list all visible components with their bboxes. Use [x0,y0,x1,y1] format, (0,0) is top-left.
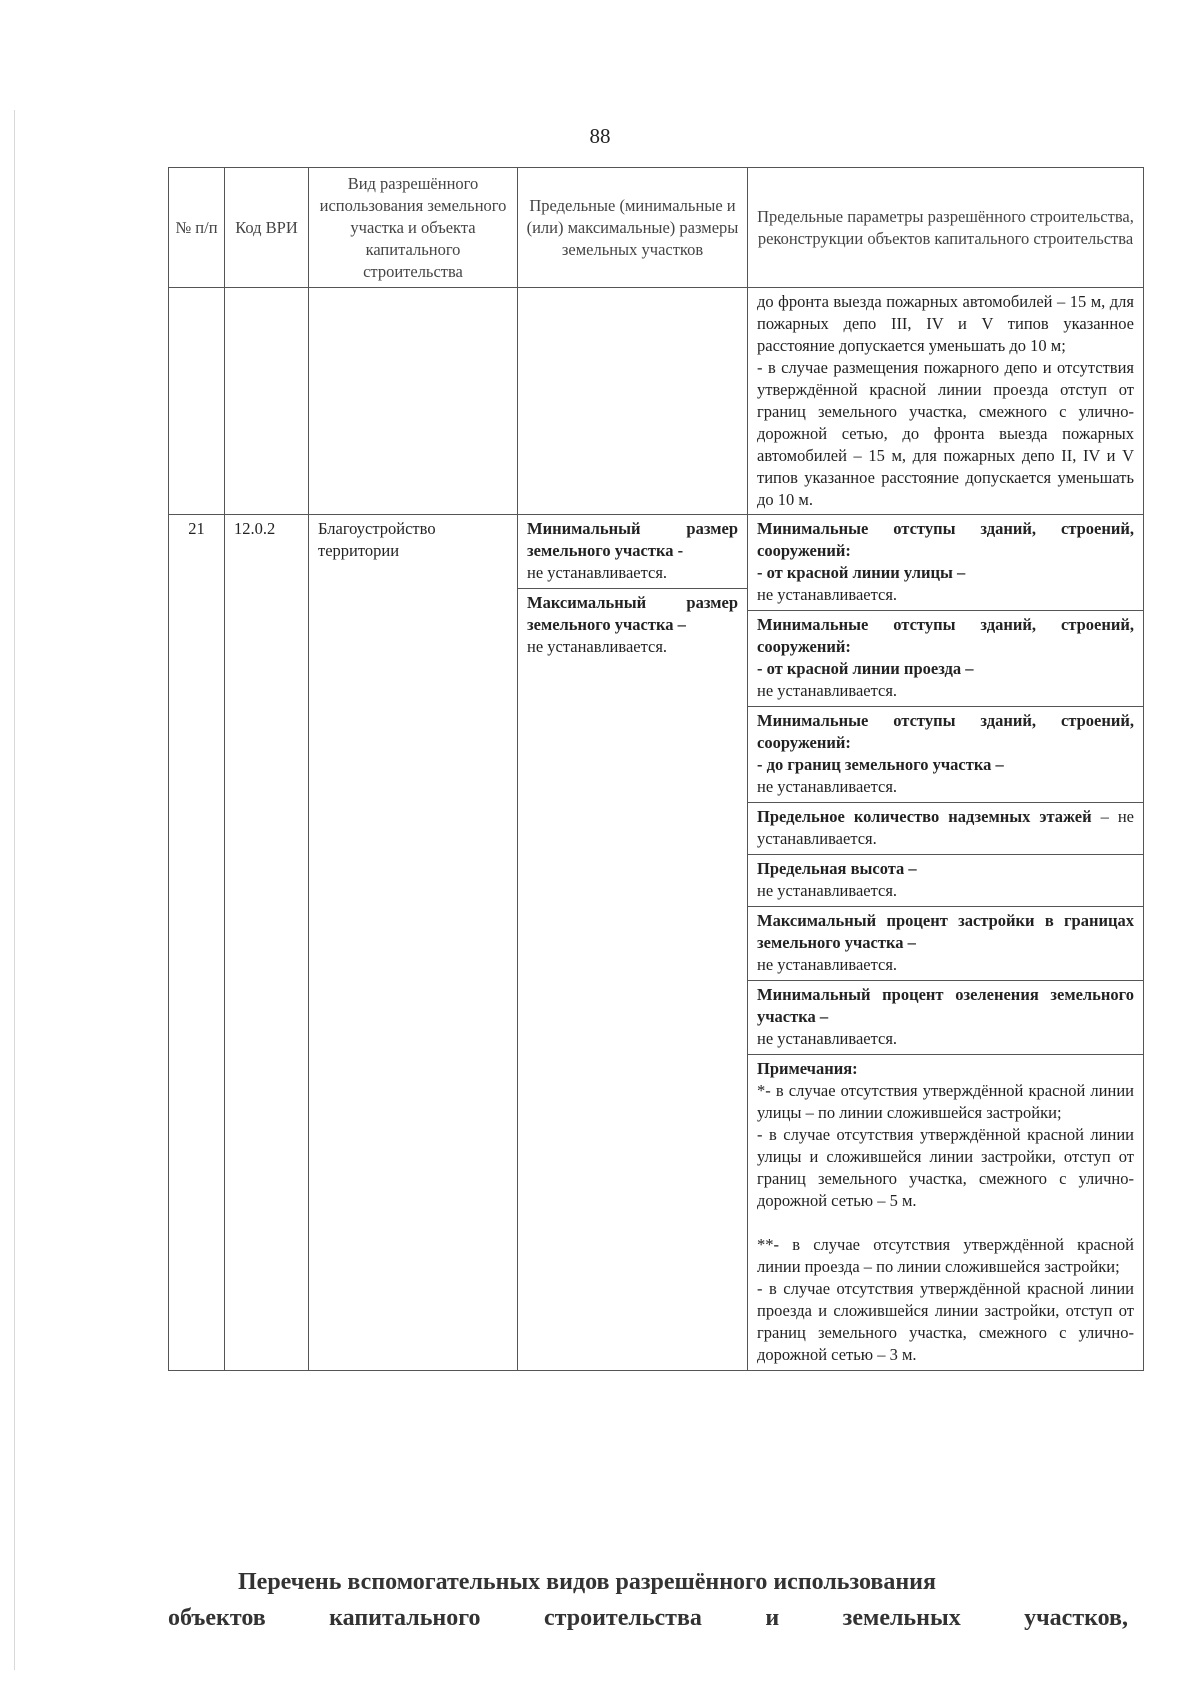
row-params-cell [748,515,1144,1371]
header-sizes: Предельные (минимальные и (или) максимальные) размеры земельных участков [518,168,748,288]
header-params: Предельные параметры разрешённого строительства, реконструкции объектов капитального строительства [748,168,1144,288]
param-label: Минимальный процент озеленения земельного участка – [757,985,1134,1026]
continuation-kind-cell [309,288,518,515]
continuation-code-cell [225,288,309,515]
param-value: – не устанавливается. [757,807,1134,848]
min-size-block [518,515,747,588]
row-num: 21 [169,515,225,1371]
page-number: 88 [589,124,611,148]
param-block-street-setback [748,515,1143,610]
notes-text-2: **- в случае отсутствия утверждённой красной линии проезда – по линии сложившейся застройки; - в случае отсутствия утверждённой красной линии проезда и сложившейся линии застройки, отступ от границ земельного участка, смежного с улично-дорожной сетью – 3 м. [757,1235,1134,1364]
param-block-min-greenery [748,980,1143,1054]
param-block-height [748,854,1143,906]
regulations-table [168,167,1144,1371]
notes-block [748,1054,1143,1370]
param-value: не устанавливается. [757,681,898,700]
continuation-sizes-cell [518,288,748,515]
param-label: Максимальный процент застройки в границах земельного участка – [757,911,1134,952]
regulations-table-wrapper [168,167,1143,1371]
header-code: Код ВРИ [225,168,309,288]
param-label: Минимальные отступы зданий, строений, сооружений: - до границ земельного участка – [757,711,1134,774]
table-row-21 [169,515,1144,1371]
max-size-label: Максимальный размер земельного участка – [527,593,738,634]
notes-text-1: *- в случае отсутствия утверждённой красной линии улицы – по линии сложившейся застройки; - в случае отсутствия утверждённой красной линии улицы и сложившейся линии застройки, отступ от границ земельного участка, смежного с улично-дорожной сетью – 5 м. [757,1081,1134,1210]
max-size-value: не устанавливается. [527,637,668,656]
page-margin-line [14,110,15,1670]
header-kind: Вид разрешённого использования земельного участка и объекта капитального строительства [309,168,518,288]
param-label: Минимальные отступы зданий, строений, сооружений: - от красной линии улицы – [757,519,1134,582]
row-code: 12.0.2 [225,515,309,1371]
param-value: не устанавливается. [757,955,898,974]
row-sizes-cell [518,515,748,1371]
param-label: Минимальные отступы зданий, строений, сооружений: - от красной линии проезда – [757,615,1134,678]
min-size-label: Минимальный размер земельного участка - [527,519,738,560]
section-heading [168,1564,1128,1636]
param-label: Предельное количество надземных этажей [757,807,1092,826]
min-size-value: не устанавливается. [527,563,668,582]
row-kind: Благоустройство территории [309,515,518,1371]
max-size-block [518,588,747,662]
continuation-num-cell [169,288,225,515]
table-row-continuation [169,288,1144,515]
continuation-params-cell: до фронта выезда пожарных автомобилей – 15 м, для пожарных депо III, IV и V типов указанное расстояние допускается уменьшать до 10 м; - в случае размещения пожарного депо и отсутствия утверждённой красной линии проезда отступ от границ земельного участка, смежного с улично-дорожной сетью, до фронта выезда пожарных автомобилей – 15 м, для пожарных депо II, IV и V типов указанное расстояние допускается уменьшать до 10 м. [748,288,1144,515]
param-value: не устанавливается. [757,1029,898,1048]
section-heading-line-2: объектов капитального строительства и земельных участков, [168,1605,1128,1631]
param-label: Предельная высота – [757,859,917,878]
param-value: не устанавливается. [757,777,898,796]
header-num: № п/п [169,168,225,288]
param-block-max-coverage [748,906,1143,980]
param-block-floors [748,802,1143,854]
param-value: не устанавливается. [757,881,898,900]
param-block-boundary-setback [748,706,1143,802]
notes-spacer [757,1212,1134,1234]
param-block-driveway-setback [748,610,1143,706]
section-heading-line-1: Перечень вспомогательных видов разрешённого использования [238,1569,936,1595]
param-value: не устанавливается. [757,585,898,604]
table-header-row [169,168,1144,288]
notes-title: Примечания: [757,1059,858,1078]
